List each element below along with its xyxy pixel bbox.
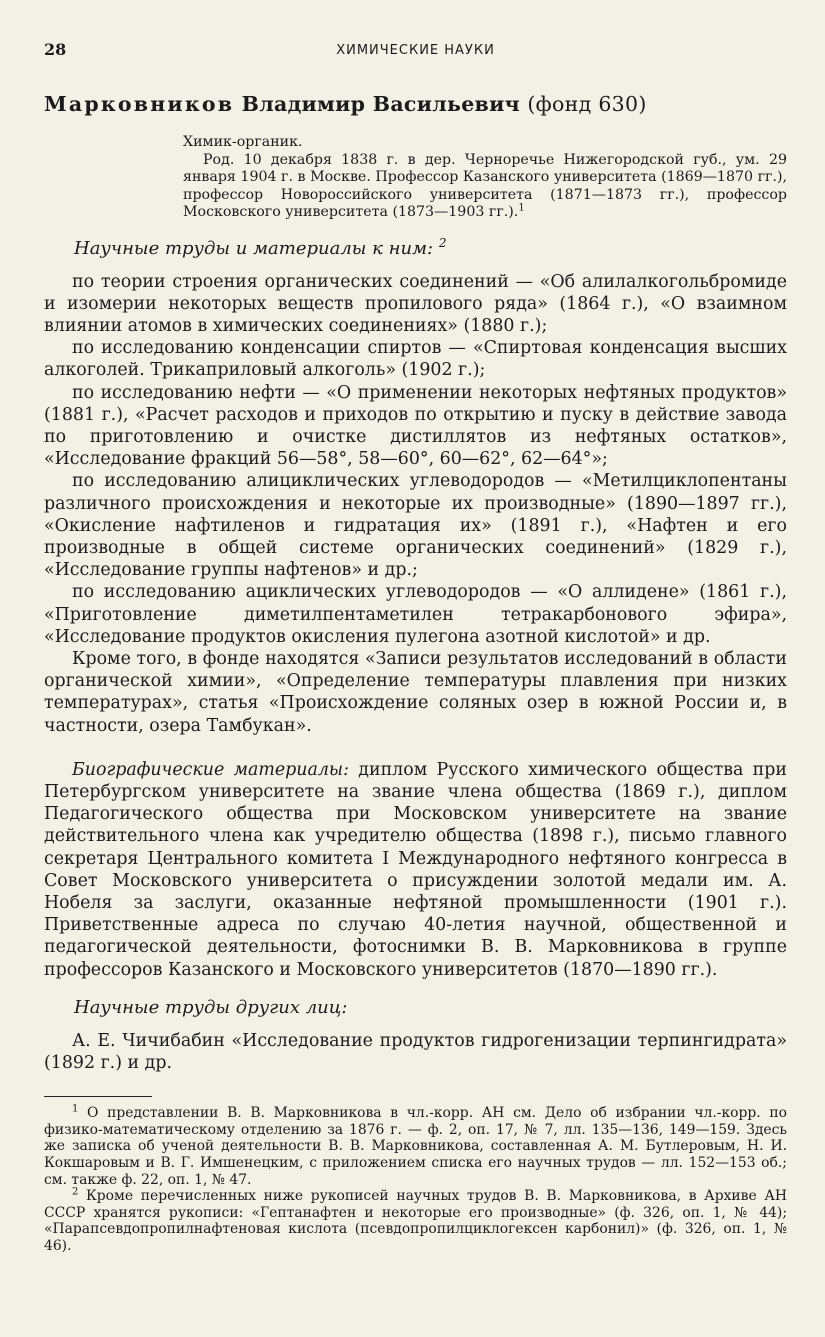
entry-title — [44, 92, 787, 116]
given-names: Владимир Васильевич — [241, 92, 520, 116]
section-title: ХИМИЧЕСКИЕ НАУКИ — [336, 43, 495, 58]
biography-label: Биографические материалы: — [72, 759, 349, 780]
works-item: по исследованию алициклических углеводородов — «Метилциклопентаны различного происхождения и некоторые их производные» (1890—1897 гг.), «Окисление нафтиленов и гидратация их» (1891 г.), «Нафтен и его производные в общей системе органических соединений» (1829 г.), «Исследование группы нафтенов» и др.; — [44, 471, 787, 581]
footnote-2-mark: 2 — [72, 1186, 79, 1198]
fond-number: (фонд 630) — [527, 92, 647, 116]
biography-paragraph — [44, 759, 787, 981]
footnote-1 — [44, 1105, 787, 1188]
works-heading-text: Научные труды и материалы к ним: — [74, 237, 434, 259]
biographical-note — [183, 134, 787, 222]
footnote-divider — [44, 1096, 152, 1097]
footnote-ref-1[interactable]: 1 — [518, 202, 525, 214]
works-item: по теории строения органических соединений — «Об алилалкогольбромиде и изомерии некоторых веществ пропилового ряда» (1864 г.), «О взаимном влиянии атомов в химических соединениях» (1880 г.); — [44, 271, 787, 336]
bio-profession: Химик-органик. — [183, 134, 303, 150]
works-item: Кроме того, в фонде находятся «Записи результатов исследований в области органической химии», «Определение температуры плавления при низких температурах», статья «Происхождение соляных озер в южной России и, в частности, озера Тамбукан». — [44, 648, 787, 736]
page-number: 28 — [44, 40, 67, 59]
works-item: по исследованию ациклических углеводородов — «О аллидене» (1861 г.), «Приготовление диметилпентаметилен тетракарбонового эфира», «Исследование продуктов окисления пулегона азотной кислотой» и др. — [44, 582, 787, 647]
others-heading: Научные труды других лиц: — [74, 996, 348, 1018]
page-content — [44, 92, 787, 1255]
footnote-ref-2[interactable]: 2 — [438, 235, 447, 250]
surname: Марковников — [44, 92, 235, 116]
footnote-1-text: О представлении В. В. Марковникова в чл.-корр. АН см. Дело об избрании чл.-корр. по физико-математическому отделению за 1876 г. — ф. 2, оп. 17, № 7, лл. 135—136, 149—159. Здесь же записка об ученой деятельности В. В. Марковникова, составленная А. М. Бутлеровым, Н. И. Кокшаровым и В. Г. Имшенецким, с приложением списка его научных трудов — лл. 152—153 об.; см. также ф. 22, оп. 1, № 47. — [44, 1105, 787, 1188]
works-heading — [74, 235, 787, 259]
running-head — [44, 40, 787, 62]
footnote-1-mark: 1 — [72, 1103, 79, 1115]
works-item: по исследованию конденсации спиртов — «Спиртовая конденсация высших алкоголей. Трикаприловый алкоголь» (1902 г.); — [44, 338, 787, 381]
biography-text: диплом Русского химического общества при Петербургском университете на звание члена общества (1869 г.), диплом Педагогического общества при Московском университете на звание действительного члена как учредителю общества (1898 г.), письмо главного секретаря Центрального комитета I Международного нефтяного конгресса в Совет Московского университета о присуждении золотой медали им. А. Нобеля за заслуги, оказанные нефтяной промышленности (1901 г.). Приветственные адреса по случаю 40-летия научной, общественной и педагогической деятельности, фотоснимки В. В. Марковникова в группе профессоров Казанского и Московского университетов (1870—1890 гг.). — [44, 759, 787, 980]
works-item: по исследованию нефти — «О применении некоторых нефтяных продуктов» (1881 г.), «Расчет расходов и приходов по открытию и пуску в действие завода по приготовлению и очистке дистиллятов из нефтяных остатков», «Исследование фракций 56—58°, 58—60°, 60—62°, 62—64°»; — [44, 382, 787, 470]
footnote-2 — [44, 1188, 787, 1254]
bio-details-text: Род. 10 декабря 1838 г. в дер. Черноречье Нижегородской губ., ум. 29 января 1904 г. в Москве. Профессор Казанского университета (1869—1870 гг.), профессор Новороссийского университета (1871—1873 гг.), профессор Московского университета (1873—1903 гг.). — [183, 151, 787, 220]
footnote-2-text: Кроме перечисленных ниже рукописей научных трудов В. В. Марковникова, в Архиве АН СССР хранятся рукописи: «Гептанафтен и некоторые его производные» (ф. 326, оп. 1, № 44); «Парапсевдопропилнафтеновая кислота (псевдопропилциклогексен карбонил)» (ф. 326, оп. 1, № 46). — [44, 1188, 787, 1254]
bio-details — [183, 152, 787, 222]
others-paragraph: А. Е. Чичибабин «Исследование продуктов гидрогенизации терпингидрата» (1892 г.) и др. — [44, 1030, 787, 1073]
